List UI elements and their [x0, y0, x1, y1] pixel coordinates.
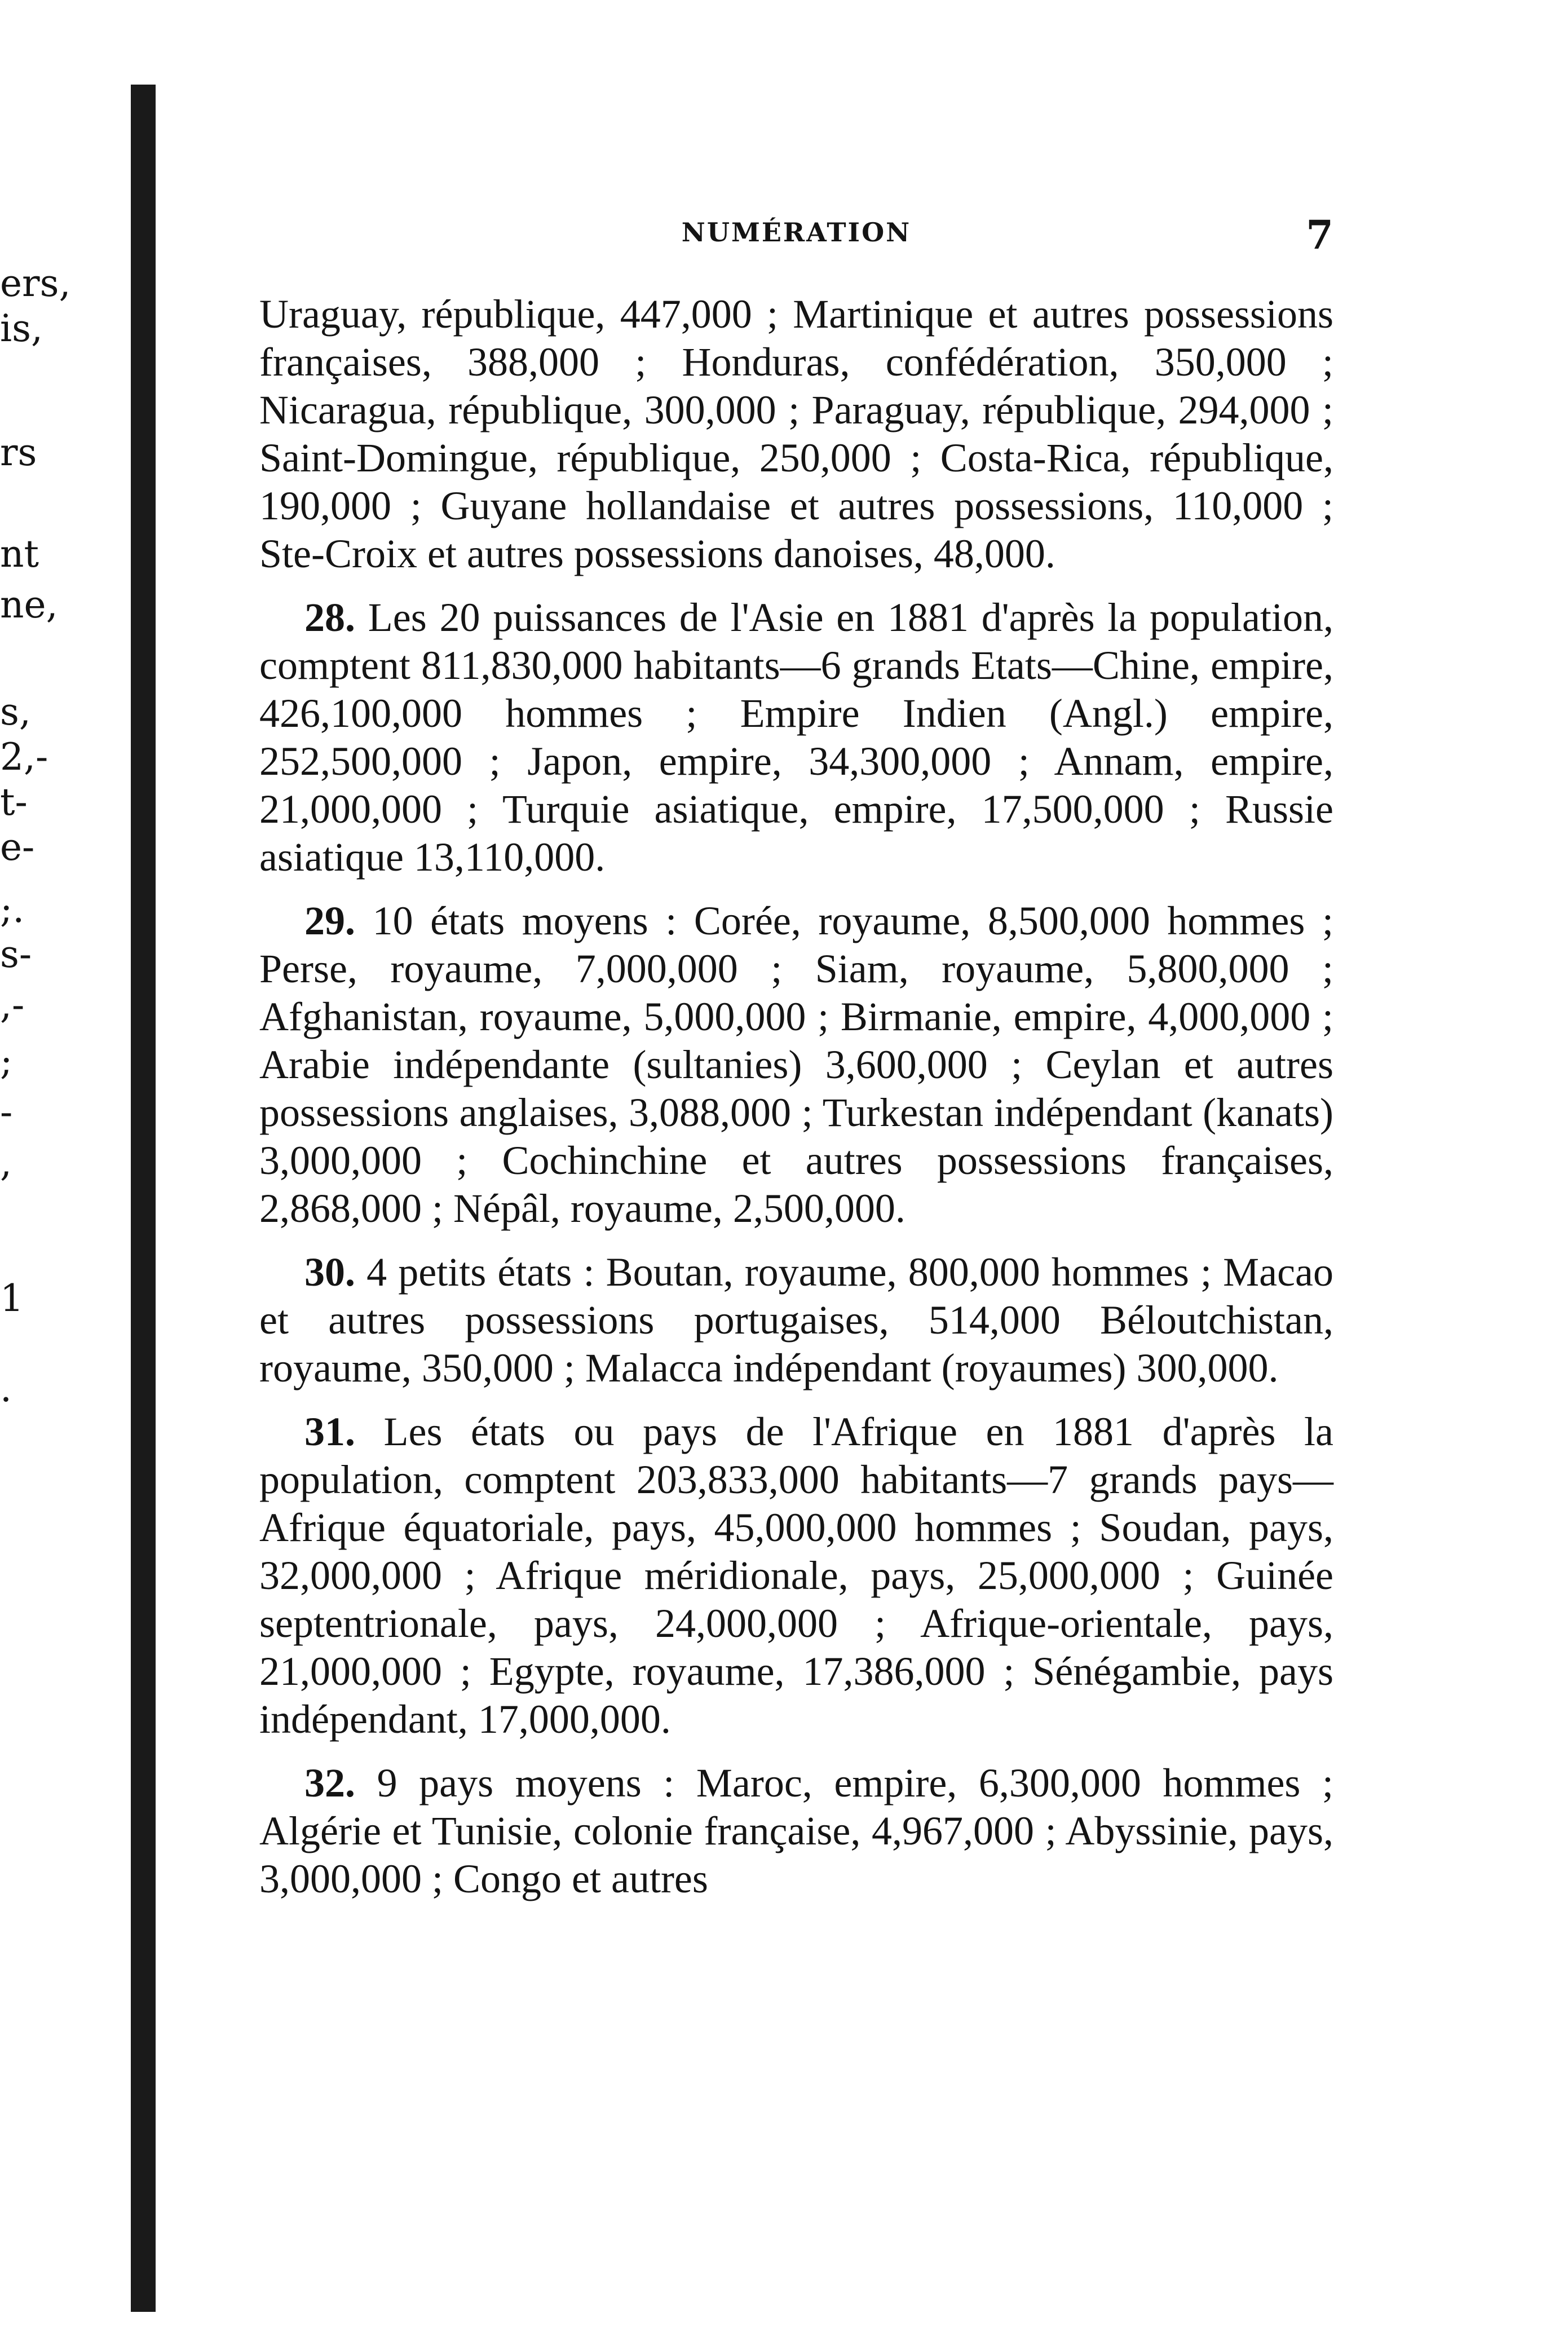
paragraph [259, 1408, 1333, 1743]
paragraph [259, 1759, 1333, 1903]
paragraph [259, 290, 1333, 578]
margin-fragment: ;. [0, 888, 25, 931]
margin-fragment: s- [0, 933, 32, 976]
paragraph-number: 30. [304, 1250, 355, 1295]
margin-fragment: 2,- [0, 735, 48, 779]
paragraph-number: 28. [304, 595, 355, 640]
paragraph [259, 594, 1333, 881]
paragraph-text: 9 pays moyens : Maroc, empire, 6,300,000 hommes ; Algérie et Tunisie, colonie française, 4,967,000 ; Abyssinie, pays, 3,000,000 ; Congo et autres [259, 1760, 1334, 1901]
paragraph-text: Les états ou pays de l'Afrique en 1881 d'après la population, comptent 203,833,000 habitants—7 grands pays—Afrique équatoriale, pays, 45,000,000 hommes ; Soudan, pays, 32,000,000 ; Afrique méridionale, pays, 25,000,000 ; Guinée septentrionale, pays, 24,000,000 ; Afrique-orientale, pays, 21,000,000 ; Egypte, royaume, 17,386,000 ; Sénégambie, pays indépendant, 17,000,000. [259, 1409, 1333, 1742]
margin-fragment: rs [0, 431, 37, 474]
page-header [259, 211, 1333, 268]
margin-fragment: ne, [0, 583, 58, 626]
paragraph-number: 31. [304, 1409, 355, 1454]
paragraph-text: 10 états moyens : Corée, royaume, 8,500,000 hommes ; Perse, royaume, 7,000,000 ; Siam, royaume, 5,800,000 ; Afghanistan, royaume, 5,000,000 ; Birmanie, empire, 4,000,000 ; Arabie indépendante (sultanies) 3,600,000 ; Ceylan et autres possessions anglaises, 3,088,000 ; Turkestan indépendant (kanats) 3,000,000 ; Cochinchine et autres possessions françaises, 2,868,000 ; Népâl, royaume, 2,500,000. [259, 898, 1333, 1231]
paragraph [259, 897, 1333, 1233]
page-binding-shadow [131, 85, 156, 2312]
margin-fragment: . [0, 1367, 12, 1410]
margin-fragment: ; [0, 1040, 13, 1083]
paragraph [259, 1248, 1333, 1392]
book-page [259, 211, 1333, 1903]
running-head: NUMÉRATION [681, 217, 912, 248]
margin-fragment: is, [0, 307, 43, 350]
paragraph-number: 29. [304, 898, 355, 943]
margin-fragment: nt [0, 532, 39, 576]
paragraph-text: Uraguay, république, 447,000 ; Martinique et autres possessions françaises, 388,000 ; Honduras, confédération, 350,000 ; Nicaragua, république, 300,000 ; Paraguay, république, 294,000 ; Saint-Domingue, république, 250,000 ; Costa-Rica, république, 190,000 ; Guyane hollandaise et autres possessions, 110,000 ; Ste-Croix et autres possessions danoises, 48,000. [259, 292, 1333, 576]
paragraph-number: 32. [304, 1760, 355, 1806]
margin-fragment: s, [0, 690, 31, 734]
margin-fragment: ,- [0, 983, 25, 1027]
margin-fragment: ers, [0, 262, 71, 305]
margin-fragment: t- [0, 780, 28, 824]
body-text [259, 290, 1333, 1903]
paragraph-text: 4 petits états : Boutan, royaume, 800,000 hommes ; Macao et autres possessions portugaises, 514,000 Béloutchistan, royaume, 350,000 ; Malacca indépendant (royaumes) 300,000. [259, 1250, 1333, 1390]
margin-fragment: - [0, 1091, 13, 1134]
margin-fragment: e- [0, 826, 35, 869]
margin-fragment: 1 [0, 1277, 24, 1320]
page-number: 7 [1306, 211, 1333, 258]
paragraph-text: Les 20 puissances de l'Asie en 1881 d'après la population, comptent 811,830,000 habitants—6 grands Etats—Chine, empire, 426,100,000 hommes ; Empire Indien (Angl.) empire, 252,500,000 ; Japon, empire, 34,300,000 ; Annam, empire, 21,000,000 ; Turquie asiatique, empire, 17,500,000 ; Russie asiatique 13,110,000. [259, 595, 1333, 880]
margin-fragment: , [0, 1141, 12, 1185]
